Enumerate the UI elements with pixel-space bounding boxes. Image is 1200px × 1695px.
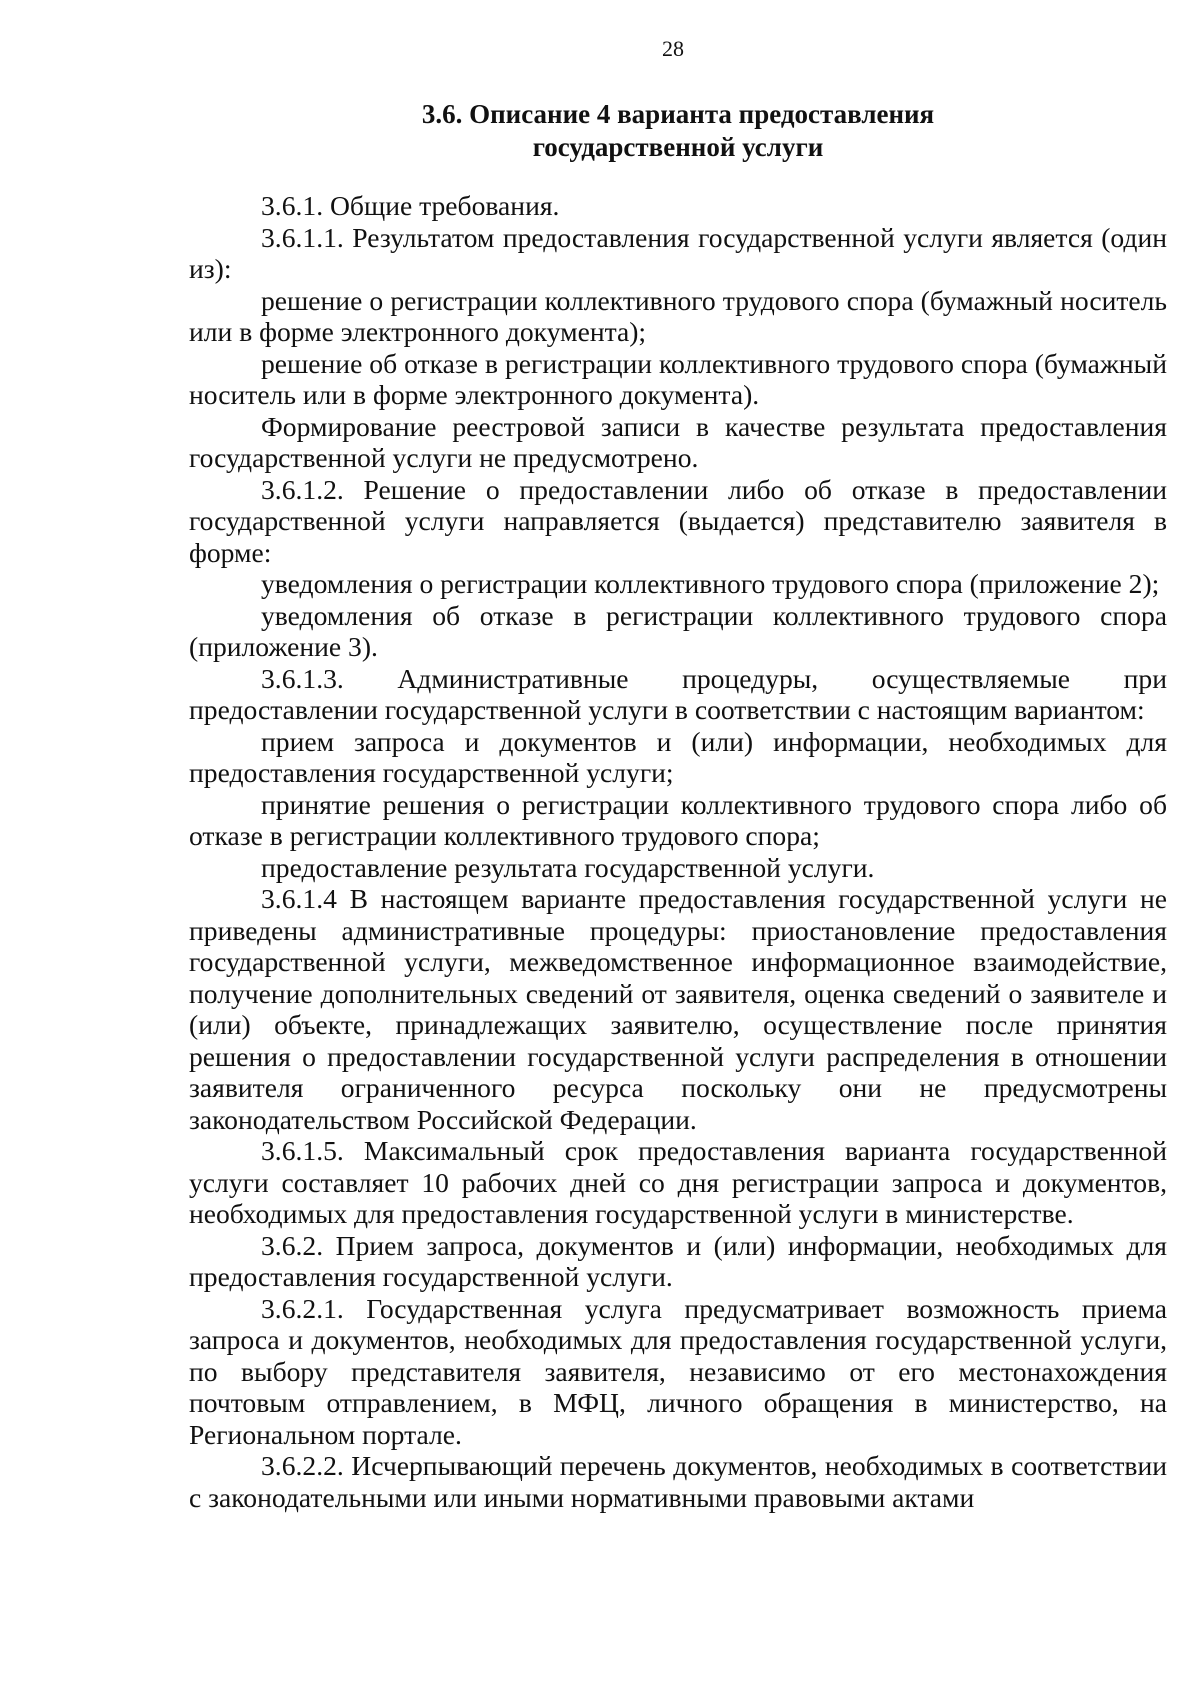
list-item-result-provision: предоставление результата государственной услуги. <box>261 851 875 883</box>
paragraph-3-6-1-4: 3.6.1.4 В настоящем варианте предоставления государственной услуги не приведены административные процедуры: приостановление предоставления государственной услуги, межведомственное информационное взаимодействие, получение дополнительных сведений от заявителя, оценка сведений о заявителе и (или) объекте, принадлежащих заявителю, осуществление после принятия решения о предоставлении государственной услуги распределения в отношении заявителя ограниченного ресурса поскольку они не предусмотрены законодательством Российской Федерации. <box>189 883 1167 1135</box>
document-body <box>189 190 1167 1513</box>
paragraph-3-6-1: 3.6.1. Общие требования. <box>261 190 560 221</box>
paragraph-registry-record: Формирование реестровой записи в качестве результата предоставления государственной услуги не предусмотрено. <box>189 410 1167 473</box>
paragraph-3-6-1-2: 3.6.1.2. Решение о предоставлении либо об отказе в предоставлении государственной услуги направляется (выдается) представителю заявителя в форме: <box>189 473 1167 568</box>
list-item-decision-making: принятие решения о регистрации коллективного трудового спора либо об отказе в регистрации коллективного трудового спора; <box>189 788 1167 851</box>
paragraph-3-6-1-5: 3.6.1.5. Максимальный срок предоставления варианта государственной услуги составляет 10 рабочих дней со дня регистрации запроса и документов, необходимых для предоставления государственной услуги в министерстве. <box>189 1135 1167 1229</box>
list-item-request-intake: прием запроса и документов и (или) информации, необходимых для предоставления государственной услуги; <box>189 725 1167 788</box>
list-item-registration-notice: уведомления о регистрации коллективного трудового спора (приложение 2); <box>261 568 1160 599</box>
paragraph-3-6-1-1: 3.6.1.1. Результатом предоставления государственной услуги является (один из): <box>189 221 1167 284</box>
section-heading <box>188 98 1168 164</box>
section-heading-line-1: 3.6. Описание 4 варианта предоставления <box>421 99 935 129</box>
paragraph-3-6-2-2: 3.6.2.2. Исчерпывающий перечень документов, необходимых в соответствии с законодательными или иными нормативными правовыми актами <box>189 1450 1167 1513</box>
page-number: 28 <box>662 36 684 61</box>
paragraph-3-6-2: 3.6.2. Прием запроса, документов и (или) информации, необходимых для предоставления государственной услуги. <box>189 1229 1167 1292</box>
paragraph-3-6-1-3: 3.6.1.3. Административные процедуры, осуществляемые при предоставлении государственной услуги в соответствии с настоящим вариантом: <box>189 662 1167 725</box>
list-item-registration-decision: решение о регистрации коллективного трудового спора (бумажный носитель или в форме электронного документа); <box>189 284 1167 347</box>
list-item-refusal-notice: уведомления об отказе в регистрации коллективного трудового спора (приложение 3). <box>189 599 1167 662</box>
list-item-refusal-decision: решение об отказе в регистрации коллективного трудового спора (бумажный носитель или в форме электронного документа). <box>189 347 1167 410</box>
section-heading-line-2: государственной услуги <box>532 132 824 162</box>
paragraph-3-6-2-1: 3.6.2.1. Государственная услуга предусматривает возможность приема запроса и документов, необходимых для предоставления государственной услуги, по выбору представителя заявителя, независимо от его местонахождения почтовым отправлением, в МФЦ, личного обращения в министерство, на Региональном портале. <box>189 1292 1167 1450</box>
